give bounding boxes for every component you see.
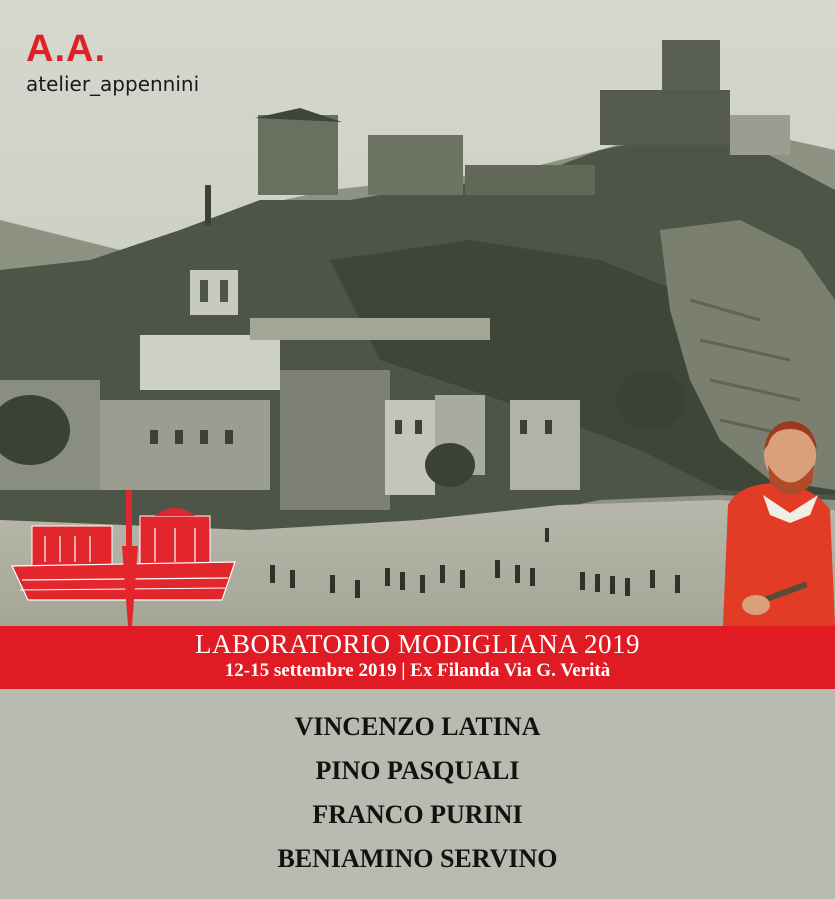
red-boat-logo-icon [10,488,240,628]
brand-name: atelier_appennini [26,72,200,96]
brand-logo [26,30,199,96]
event-subtitle: 12-15 settembre 2019 | Ex Filanda Via G. Verità [224,660,611,681]
garibaldi-portrait-icon [718,415,835,626]
speaker-name: FRANCO PURINI [312,800,523,829]
speaker-name: BENIAMINO SERVINO [277,844,558,873]
speakers-panel [0,689,835,899]
brand-mark: A.A. [26,28,106,70]
event-banner [0,626,835,689]
event-title: LABORATORIO MODIGLIANA 2019 [195,629,640,659]
speaker-name: VINCENZO LATINA [294,712,541,741]
speaker-name: PINO PASQUALI [315,756,520,785]
speakers-list [0,689,835,881]
